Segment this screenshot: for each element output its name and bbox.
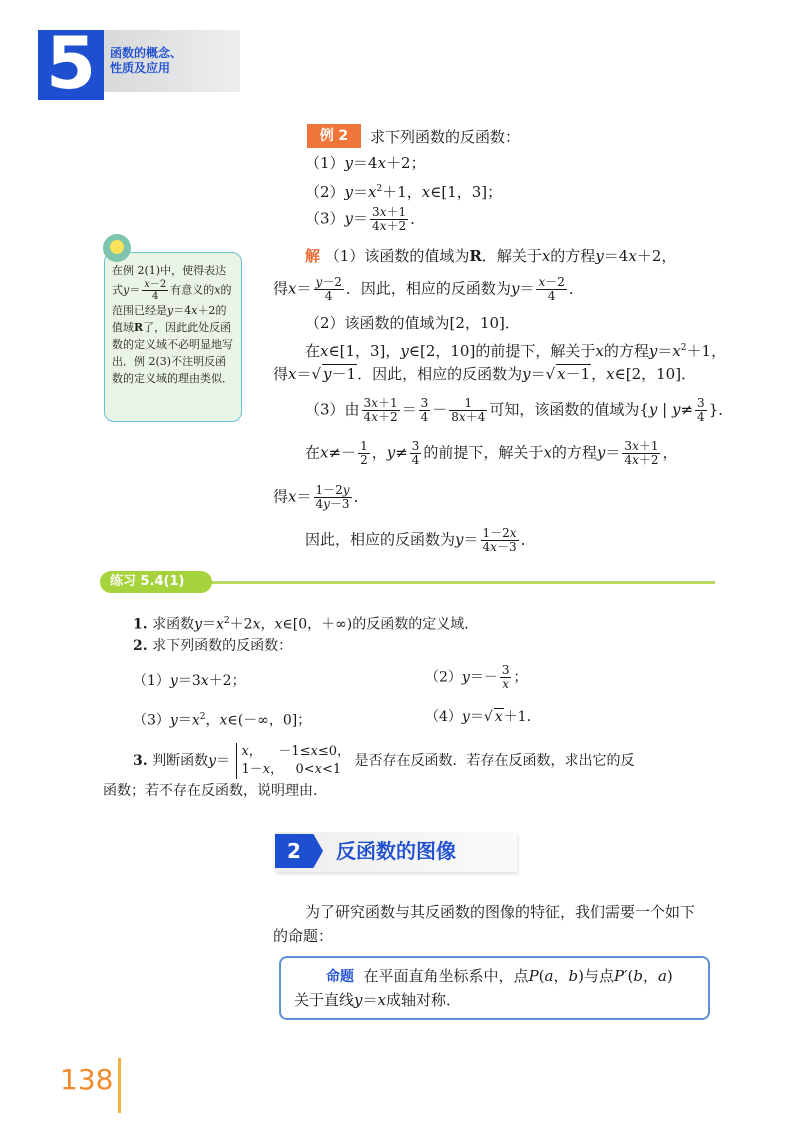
chapter-title: 函数的概念、 性质及应用 bbox=[110, 46, 183, 75]
example-item-2: $(2)y=x^2+1$，x∈[1，3]； bbox=[305, 183, 503, 201]
chapter-number: 5 bbox=[45, 21, 97, 105]
exercise-divider bbox=[205, 581, 715, 584]
lightbulb-glow bbox=[110, 240, 124, 254]
exercise-tag: 练习 5.4(1) bbox=[100, 571, 212, 593]
exercise-q3: 3. 判断函数y＝ x， －1≤x≤0， 1－x， 0<x<1 是否存在反函数．若存在反函数，求出它的反 bbox=[133, 744, 635, 777]
solution-line-5: 得x＝√ y－1．因此，相应的反函数为y＝√ x－1，x∈[2，10]． bbox=[273, 365, 697, 383]
exercise-q3-cont: 函数；若不存在反函数，说明理由． bbox=[103, 783, 327, 799]
solution-line-1: 解 （1）该函数的值域为R．解关于x的方程y＝4x＋2， bbox=[305, 247, 677, 265]
exercise-q2-item-3: $(3)y=x^2$，x∈(－∞，0]； bbox=[133, 712, 312, 729]
example-prompt: 求下列函数的反函数： bbox=[370, 128, 521, 146]
solution-line-4: 在x∈[1，3]，y∈[2，10]的前提下，解关于x的方程$y=x^2+1$， bbox=[305, 342, 727, 360]
example-item-3: （3）y＝ $\frac{3x+1}{4x+2}$ ． bbox=[305, 205, 426, 233]
proposition-line-2: 关于直线y＝x成轴对称． bbox=[294, 991, 461, 1009]
solution-line-6: （3）由 $\frac{3x+1}{4x+2}$ ＝ $\frac{3}{4}$ － $\frac{1}{8x+4}$ 可知，该函数的值域为{y | y≠ $\frac{3}{4}$ }． bbox=[305, 396, 734, 424]
example-tag: 例 2 bbox=[307, 124, 361, 148]
exercise-q1: 1. 求函数$y=x^2+2x$，x∈[0，＋∞)的反函数的定义域． bbox=[133, 616, 479, 633]
intro-line-2: 的命题： bbox=[273, 927, 334, 945]
solution-line-2: 得x＝ $\frac{y-2}{4}$ ．因此，相应的反函数为y＝ $\frac{x-2}{4}$ ． bbox=[273, 275, 584, 303]
section-number: 2 bbox=[287, 839, 301, 863]
example-item-1: （1）y＝4x＋2； bbox=[305, 154, 426, 172]
solution-line-7: 在x≠－ $\frac{1}{2}$ ，y≠ $\frac{3}{4}$ 的前提下，解关于x的方程y＝ $\frac{3x+1}{4x+2}$ ， bbox=[305, 439, 678, 467]
proposition-line-1: 命题 在平面直角坐标系中，点P(a，b)与点P′(b，a) bbox=[326, 967, 673, 985]
exercise-q2-item-1: （1）y＝3x＋2； bbox=[133, 673, 246, 689]
proposition-label: 命题 bbox=[326, 969, 354, 985]
solution-line-8: 得x＝ $\frac{1-2y}{4y-3}$ ． bbox=[273, 483, 369, 511]
solution-label: 解 bbox=[305, 247, 321, 265]
solution-line-3: （2）该函数的值域为[2，10]． bbox=[305, 314, 520, 332]
exercise-q2: 2. 求下列函数的反函数： bbox=[133, 638, 293, 654]
exercise-q2-item-2: （2）y＝－ $\frac{3}{x}$ ； bbox=[425, 663, 528, 691]
page-number-bar bbox=[118, 1058, 121, 1113]
solution-line-9: 因此，相应的反函数为y＝ $\frac{1-2x}{4x-3}$ ． bbox=[305, 526, 536, 554]
page-number: 138 bbox=[60, 1063, 114, 1096]
side-note-text: 在例 2(1)中，使得表达式y＝ $\frac{x-2}{4}$ 有意义的x的范围已经是y＝4x＋2的值域R了，因此此处反函数的定义域不必明显地写出．例 2(3)不注明反函数的定义域的理由类似． bbox=[112, 264, 233, 385]
section-title: 反函数的图像 bbox=[336, 839, 456, 863]
exercise-q2-item-4: （4）y＝√ x＋1． bbox=[425, 709, 541, 725]
intro-line-1: 为了研究函数与其反函数的图像的特征，我们需要一个如下 bbox=[305, 903, 696, 921]
